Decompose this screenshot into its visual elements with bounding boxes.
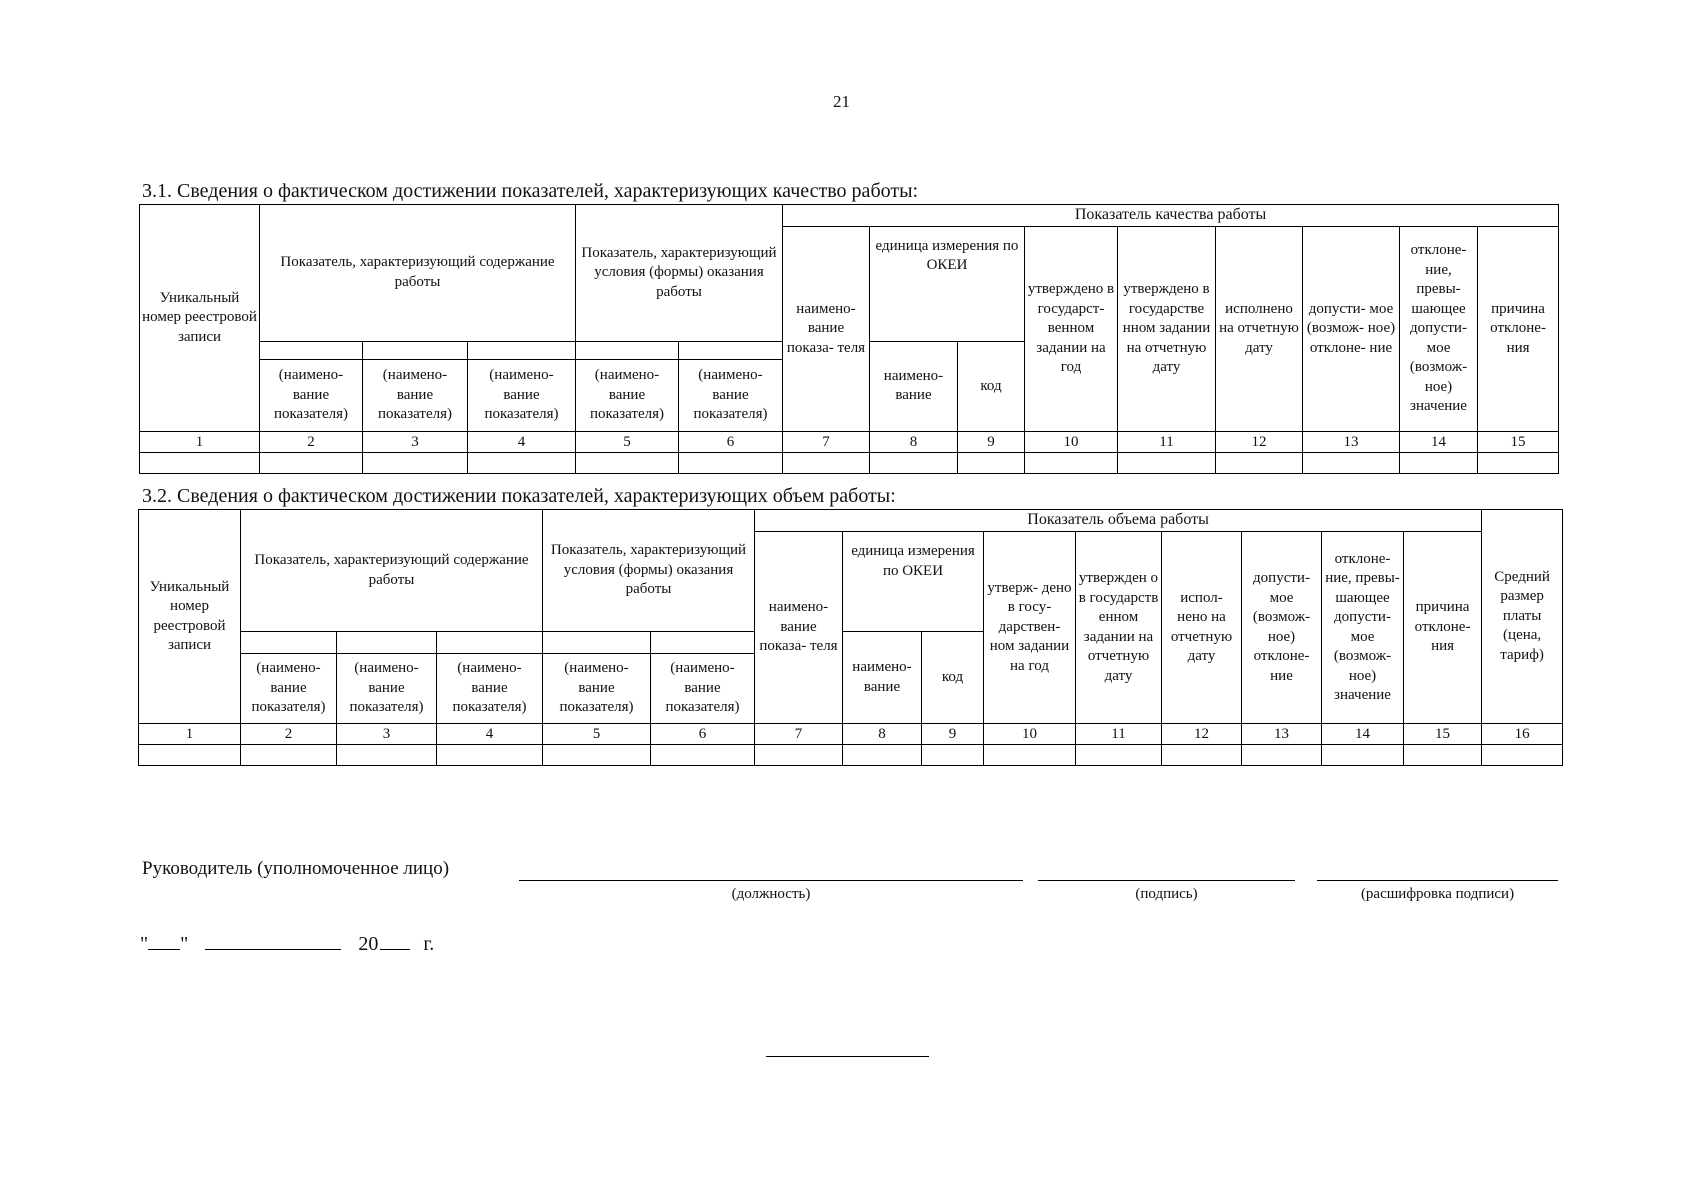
blank-cell [543, 632, 651, 654]
conditions-indicator-header: Показатель, характеризующий условия (формы) оказания работы [576, 205, 783, 342]
position-line[interactable] [519, 880, 1023, 881]
approved-date-header: утверждено в государстве нном задании на отчетную дату [1118, 226, 1216, 431]
column-number: 7 [783, 431, 870, 452]
exceeding-deviation-header: отклоне- ние, превы- шающее допусти- мое (возмож- ное) значение [1322, 532, 1404, 724]
deviation-reason-header: причина отклоне- ния [1478, 226, 1559, 431]
indicator-name-header: наимено- вание показа- теля [755, 532, 843, 724]
unit-code-header: код [922, 632, 984, 724]
column-number: 15 [1478, 431, 1559, 452]
column-number: 8 [843, 724, 922, 745]
column-number: 9 [922, 724, 984, 745]
column-number: 4 [468, 431, 576, 452]
data-cell[interactable] [958, 452, 1025, 473]
data-cell[interactable] [1322, 745, 1404, 766]
column-number: 1 [139, 724, 241, 745]
column-number: 8 [870, 431, 958, 452]
column-number: 14 [1322, 724, 1404, 745]
column-number: 3 [337, 724, 437, 745]
year-prefix: 20 [358, 933, 379, 955]
column-number: 6 [679, 431, 783, 452]
unique-number-header: Уникальный номер реестровой записи [140, 205, 260, 432]
year-blank[interactable] [380, 933, 410, 950]
column-number: 16 [1482, 724, 1563, 745]
data-cell[interactable] [651, 745, 755, 766]
allowed-deviation-header: допусти- мое (возмож- ное) отклоне- ние [1242, 532, 1322, 724]
unique-number-header: Уникальный номер реестровой записи [139, 510, 241, 724]
column-number: 11 [1118, 431, 1216, 452]
column-number: 5 [543, 724, 651, 745]
quality-table [139, 204, 1559, 474]
approved-year-header: утверждено в государст- венном задании на год [1025, 226, 1118, 431]
data-cell[interactable] [437, 745, 543, 766]
signature-caption: (подпись) [1135, 886, 1198, 902]
data-cell[interactable] [1216, 452, 1303, 473]
deviation-reason-header: причина отклоне- ния [1404, 532, 1482, 724]
blank-cell [337, 632, 437, 654]
data-cell[interactable] [679, 452, 783, 473]
footnote-separator [766, 1056, 929, 1057]
column-number: 9 [958, 431, 1025, 452]
blank-cell [437, 632, 543, 654]
column-number: 4 [437, 724, 543, 745]
sub-indicator-header: (наимено- вание показателя) [651, 654, 755, 724]
content-indicator-header: Показатель, характеризующий содержание работы [260, 205, 576, 342]
data-cell[interactable] [1482, 745, 1563, 766]
data-cell[interactable] [1076, 745, 1162, 766]
sub-indicator-header: (наимено- вание показателя) [543, 654, 651, 724]
data-cell[interactable] [1400, 452, 1478, 473]
data-cell[interactable] [1118, 452, 1216, 473]
blank-cell [576, 341, 679, 359]
conditions-indicator-header: Показатель, характеризующий условия (формы) оказания работы [543, 510, 755, 632]
table-row [139, 745, 1563, 766]
blank-cell [679, 341, 783, 359]
column-number: 5 [576, 431, 679, 452]
quality-indicator-header: Показатель качества работы [783, 205, 1559, 227]
unit-okei-header: единица измерения по ОКЕИ [870, 226, 1025, 341]
data-cell[interactable] [1242, 745, 1322, 766]
column-number: 10 [1025, 431, 1118, 452]
blank-cell [468, 341, 576, 359]
volume-table [138, 509, 1563, 766]
column-number: 10 [984, 724, 1076, 745]
column-number: 3 [363, 431, 468, 452]
data-cell[interactable] [140, 452, 260, 473]
allowed-deviation-header: допусти- мое (возмож- ное) отклоне- ние [1303, 226, 1400, 431]
month-blank[interactable] [205, 933, 341, 950]
section-3-1-title: 3.1. Сведения о фактическом достижении показателей, характеризующих качество работы: [142, 180, 919, 202]
data-cell[interactable] [543, 745, 651, 766]
unit-name-header: наимено- вание [870, 341, 958, 431]
day-blank[interactable] [148, 933, 180, 950]
blank-cell [363, 341, 468, 359]
data-cell[interactable] [337, 745, 437, 766]
data-cell[interactable] [139, 745, 241, 766]
signature-line[interactable] [1038, 880, 1295, 881]
data-cell[interactable] [922, 745, 984, 766]
column-number: 12 [1162, 724, 1242, 745]
sub-indicator-header: (наимено- вание показателя) [576, 359, 679, 431]
date-line [140, 933, 434, 956]
signature-label: Руководитель (уполномоченное лицо) [142, 858, 450, 879]
blank-cell [260, 341, 363, 359]
unit-name-header: наимено- вание [843, 632, 922, 724]
indicator-name-header: наимено- вание показа- теля [783, 226, 870, 431]
content-indicator-header: Показатель, характеризующий содержание работы [241, 510, 543, 632]
volume-indicator-header: Показатель объема работы [755, 510, 1482, 532]
column-number: 7 [755, 724, 843, 745]
column-number: 2 [241, 724, 337, 745]
column-number: 2 [260, 431, 363, 452]
data-cell[interactable] [363, 452, 468, 473]
sub-indicator-header: (наимено- вание показателя) [363, 359, 468, 431]
data-cell[interactable] [870, 452, 958, 473]
sub-indicator-header: (наимено- вание показателя) [437, 654, 543, 724]
page-number: 21 [833, 92, 850, 111]
average-fee-header: Средний размер платы (цена, тариф) [1482, 510, 1563, 724]
data-cell[interactable] [783, 452, 870, 473]
data-cell[interactable] [1303, 452, 1400, 473]
data-cell[interactable] [576, 452, 679, 473]
data-cell[interactable] [1478, 452, 1559, 473]
date-quote-close: " [180, 933, 189, 955]
column-number: 12 [1216, 431, 1303, 452]
data-cell[interactable] [843, 745, 922, 766]
column-number: 14 [1400, 431, 1478, 452]
executed-header: испол- нено на отчетную дату [1162, 532, 1242, 724]
date-quote-open: " [140, 933, 149, 955]
position-caption: (должность) [731, 886, 811, 902]
column-number: 13 [1303, 431, 1400, 452]
column-number: 6 [651, 724, 755, 745]
sub-indicator-header: (наимено- вание показателя) [468, 359, 576, 431]
executed-header: исполнено на отчетную дату [1216, 226, 1303, 431]
data-cell[interactable] [241, 745, 337, 766]
data-cell[interactable] [1162, 745, 1242, 766]
approved-year-header: утверж- дено в госу- дарствен- ном задании на год [984, 532, 1076, 724]
column-number: 1 [140, 431, 260, 452]
unit-okei-header: единица измерения по ОКЕИ [843, 532, 984, 632]
approved-date-header: утвержден о в государств енном задании на отчетную дату [1076, 532, 1162, 724]
data-cell[interactable] [468, 452, 576, 473]
unit-code-header: код [958, 341, 1025, 431]
data-cell[interactable] [1404, 745, 1482, 766]
data-cell[interactable] [984, 745, 1076, 766]
sub-indicator-header: (наимено- вание показателя) [260, 359, 363, 431]
decoding-caption: (расшифровка подписи) [1360, 886, 1515, 902]
sub-indicator-header: (наимено- вание показателя) [679, 359, 783, 431]
column-number: 13 [1242, 724, 1322, 745]
sub-indicator-header: (наимено- вание показателя) [337, 654, 437, 724]
table-row [140, 452, 1559, 473]
sub-indicator-header: (наимено- вание показателя) [241, 654, 337, 724]
exceeding-deviation-header: отклоне- ние, превы- шающее допусти- мое (возмож- ное) значение [1400, 226, 1478, 431]
year-suffix: г. [423, 933, 435, 955]
data-cell[interactable] [1025, 452, 1118, 473]
blank-cell [651, 632, 755, 654]
section-3-2-title: 3.2. Сведения о фактическом достижении показателей, характеризующих объем работы: [142, 485, 896, 507]
decoding-line[interactable] [1317, 880, 1558, 881]
data-cell[interactable] [260, 452, 363, 473]
column-number: 15 [1404, 724, 1482, 745]
data-cell[interactable] [755, 745, 843, 766]
blank-cell [241, 632, 337, 654]
column-number: 11 [1076, 724, 1162, 745]
